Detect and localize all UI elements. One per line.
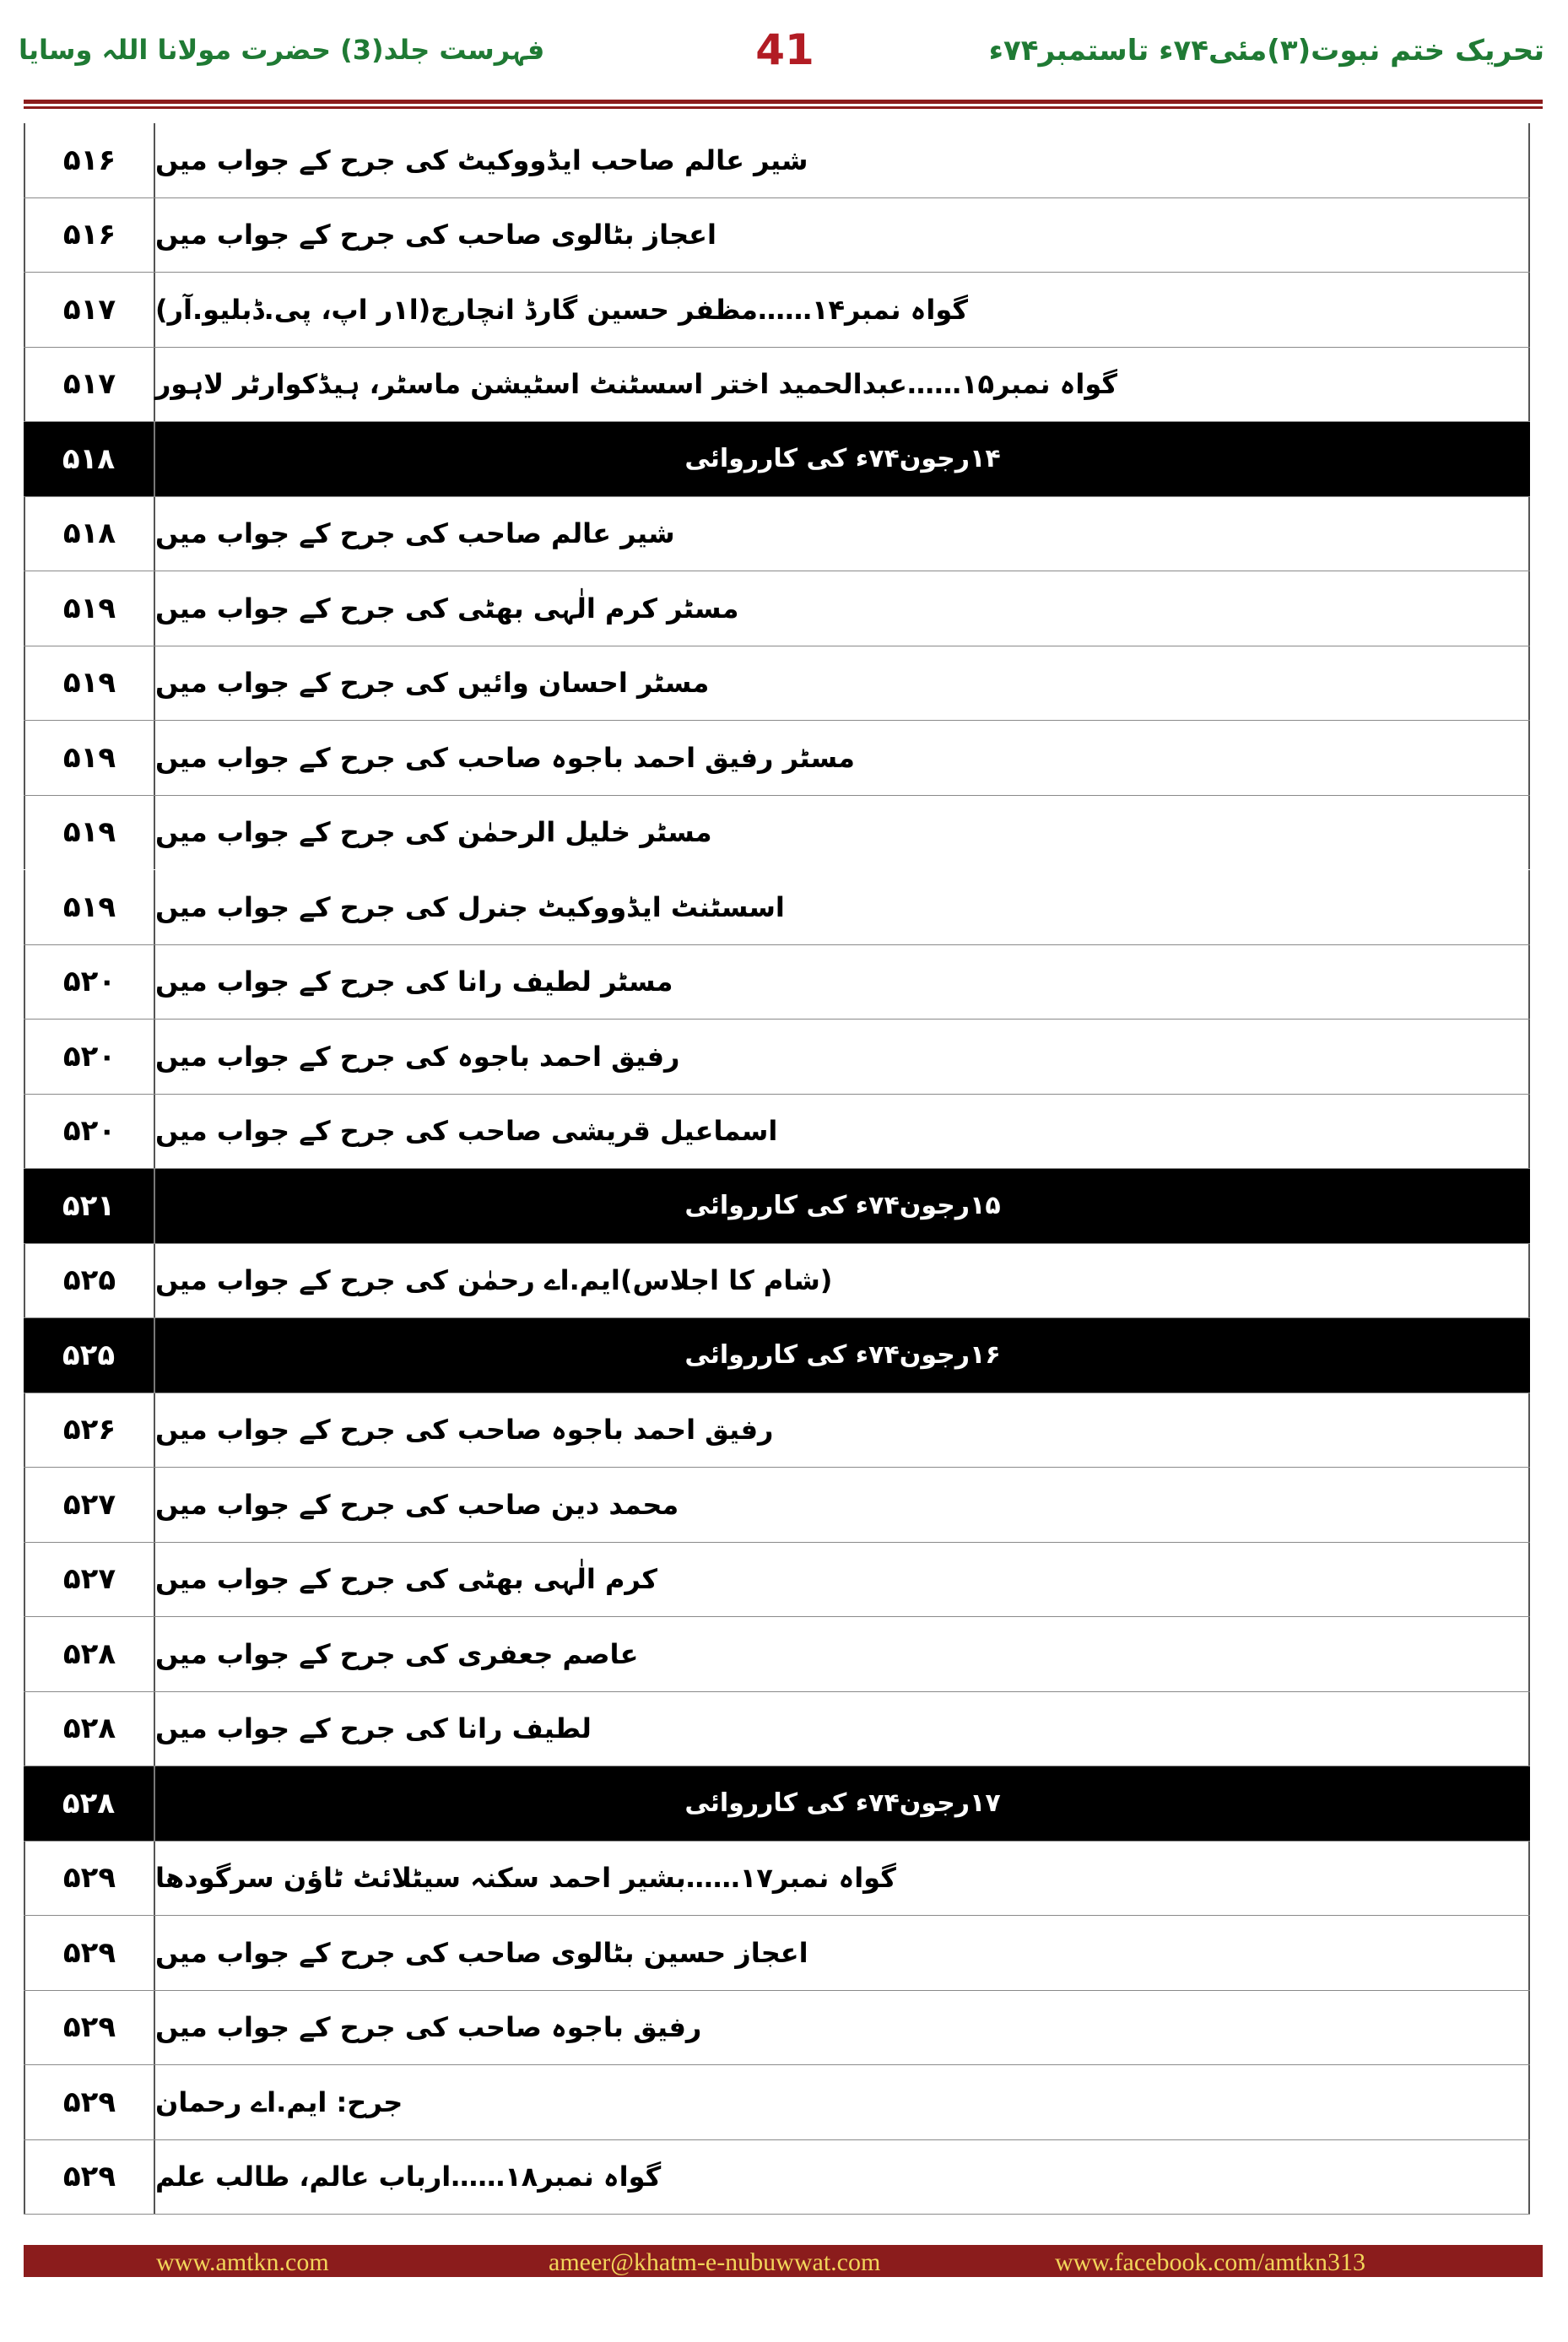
- toc-section-title: ۱۴رجون۷۴ء کی کارروائی: [684, 444, 1001, 474]
- toc-entry-title: گواہ نمبر۱۸……ارباب عالم، طالب علم: [155, 2140, 1530, 2215]
- toc-page-number: ۵۲۹: [24, 1842, 155, 1916]
- toc-page-number: ۵۲۰: [24, 1095, 155, 1169]
- toc-entry-title: (شام کا اجلاس)ایم.اے رحمٰن کی جرح کے جواب میں: [155, 1244, 1530, 1318]
- toc-entry-row: [24, 796, 1530, 871]
- toc-entry-title: شیر عالم صاحب ایڈووکیٹ کی جرح کے جواب میں: [155, 123, 1530, 197]
- toc-page-number: ۵۲۰: [24, 945, 155, 1020]
- toc-entry-row: [24, 1095, 1530, 1170]
- toc-page-number: ۵۱۷: [24, 348, 155, 422]
- toc-entry-row: [24, 198, 1530, 273]
- toc-entry-title: گواہ نمبر۱۴……مظفر حسین گارڈ انچارج(ا۱ر اپ، پی.ڈبلیو.آر): [155, 273, 1530, 347]
- toc-entry-row: [24, 1393, 1530, 1468]
- toc-page-number: ۵۲۹: [24, 2065, 155, 2139]
- toc-page-number: ۵۲۰: [24, 1020, 155, 1094]
- toc-section-title: ۱۵رجون۷۴ء کی کارروائی: [684, 1191, 1001, 1221]
- toc-page-number: ۵۲۸: [24, 1692, 155, 1766]
- toc-page-number: ۵۱۹: [24, 870, 155, 944]
- toc-page-number: ۵۲۷: [24, 1543, 155, 1617]
- toc-entry-title: مسٹر رفیق احمد باجوہ صاحب کی جرح کے جواب میں: [155, 721, 1530, 795]
- toc-entry-row: [24, 123, 1530, 198]
- toc-entry-title: محمد دین صاحب کی جرح کے جواب میں: [155, 1468, 1530, 1542]
- toc-entry-title: مسٹر احسان وائیں کی جرح کے جواب میں: [155, 646, 1530, 721]
- toc-section-row: [24, 1169, 1530, 1244]
- toc-entry-title: گواہ نمبر۱۷……بشیر احمد سکنہ سیٹلائٹ ٹاؤن سرگودھا: [155, 1842, 1530, 1916]
- toc-entry-row: [24, 1020, 1530, 1095]
- toc-entry-row: [24, 1543, 1530, 1618]
- page-footer: [24, 2245, 1543, 2277]
- toc-entry-row: [24, 497, 1530, 572]
- toc-section-row: [24, 422, 1530, 497]
- toc-page-number: ۵۲۵: [24, 1318, 155, 1393]
- header-volume-title: فہرست جلد(3) حضرت مولانا اللہ وسایا: [19, 34, 545, 66]
- toc-page-number: ۵۱۹: [24, 571, 155, 646]
- toc-entry-row: [24, 945, 1530, 1020]
- toc-page-number: ۵۱۶: [24, 123, 155, 197]
- toc-entry-row: [24, 2140, 1530, 2215]
- toc-entry-row: [24, 1617, 1530, 1692]
- toc-entry-row: [24, 1916, 1530, 1991]
- toc-entry-title: اعجاز حسین بٹالوی صاحب کی جرح کے جواب میں: [155, 1916, 1530, 1990]
- toc-entry-row: [24, 348, 1530, 423]
- toc-page-number: ۵۱۷: [24, 273, 155, 347]
- toc-page-number: ۵۱۸: [24, 422, 155, 496]
- toc-entry-title: مسٹر خلیل الرحمٰن کی جرح کے جواب میں: [155, 796, 1530, 870]
- toc-section-title: ۱۷رجون۷۴ء کی کارروائی: [684, 1788, 1001, 1819]
- toc-entry-title: کرم الٰہی بھٹی کی جرح کے جواب میں: [155, 1543, 1530, 1617]
- toc-entry-row: [24, 273, 1530, 348]
- toc-section-row: [24, 1318, 1530, 1393]
- toc-page-number: ۵۲۷: [24, 1468, 155, 1542]
- footer-facebook-link[interactable]: www.facebook.com/amtkn313: [1055, 2248, 1365, 2276]
- toc-page-number: ۵۱۹: [24, 796, 155, 870]
- toc-page-number: ۵۲۵: [24, 1244, 155, 1318]
- toc-entry-row: [24, 646, 1530, 722]
- toc-entry-title: رفیق باجوہ صاحب کی جرح کے جواب میں: [155, 1991, 1530, 2065]
- toc-entry-title: رفیق احمد باجوہ کی جرح کے جواب میں: [155, 1020, 1530, 1094]
- toc-page-number: ۵۱۹: [24, 646, 155, 721]
- toc-entry-title: اسسٹنٹ ایڈووکیٹ جنرل کی جرح کے جواب میں: [155, 870, 1530, 944]
- toc-page-number: ۵۱۹: [24, 721, 155, 795]
- toc-page-number: ۵۲۸: [24, 1617, 155, 1691]
- toc-page-number: ۵۲۸: [24, 1766, 155, 1841]
- toc-entry-row: [24, 870, 1530, 945]
- toc-page-number: ۵۲۹: [24, 2140, 155, 2215]
- toc-entry-row: [24, 571, 1530, 646]
- toc-page-number: ۵۱۶: [24, 198, 155, 273]
- footer-email-link[interactable]: ameer@khatm-e-nubuwwat.com: [549, 2248, 881, 2276]
- page-number: 41: [755, 25, 814, 74]
- toc-section-title: ۱۶رجون۷۴ء کی کارروائی: [684, 1340, 1001, 1371]
- toc-entry-title: اسماعیل قریشی صاحب کی جرح کے جواب میں: [155, 1095, 1530, 1169]
- toc-section-row: [24, 1766, 1530, 1842]
- toc-entry-title: لطیف رانا کی جرح کے جواب میں: [155, 1692, 1530, 1766]
- footer-website-link[interactable]: www.amtkn.com: [156, 2248, 329, 2276]
- toc-page-number: ۵۲۱: [24, 1169, 155, 1243]
- toc-page-number: ۵۲۹: [24, 1991, 155, 2065]
- toc-entry-row: [24, 1991, 1530, 2066]
- toc-entry-title: مسٹر لطیف رانا کی جرح کے جواب میں: [155, 945, 1530, 1020]
- toc-page-number: ۵۲۹: [24, 1916, 155, 1990]
- toc-entry-row: [24, 1692, 1530, 1767]
- toc-entry-title: گواہ نمبر۱۵……عبدالحمید اختر اسسٹنٹ اسٹیشن ماسٹر، ہیڈکوارٹر لاہور: [155, 348, 1530, 422]
- toc-entry-row: [24, 721, 1530, 796]
- toc-page-number: ۵۲۶: [24, 1393, 155, 1468]
- toc-entry-row: [24, 2065, 1530, 2140]
- header-rule-thin: [24, 106, 1543, 109]
- header-book-title: تحریک ختم نبوت(۳)مئی۷۴ء تاستمبر۷۴ء: [988, 34, 1544, 68]
- toc-entry-title: جرح: ایم.اے رحمان: [155, 2065, 1530, 2139]
- toc-entry-title: اعجاز بٹالوی صاحب کی جرح کے جواب میں: [155, 198, 1530, 273]
- toc-entry-row: [24, 1468, 1530, 1543]
- table-of-contents: [24, 123, 1530, 2215]
- toc-entry-title: عاصم جعفری کی جرح کے جواب میں: [155, 1617, 1530, 1691]
- toc-entry-title: مسٹر کرم الٰہی بھٹی کی جرح کے جواب میں: [155, 571, 1530, 646]
- toc-entry-title: شیر عالم صاحب کی جرح کے جواب میں: [155, 497, 1530, 571]
- toc-entry-title: رفیق احمد باجوہ صاحب کی جرح کے جواب میں: [155, 1393, 1530, 1468]
- page-header: [0, 0, 1568, 101]
- header-rule-thick: [24, 100, 1543, 104]
- toc-entry-row: [24, 1244, 1530, 1319]
- toc-page-number: ۵۱۸: [24, 497, 155, 571]
- toc-entry-row: [24, 1842, 1530, 1917]
